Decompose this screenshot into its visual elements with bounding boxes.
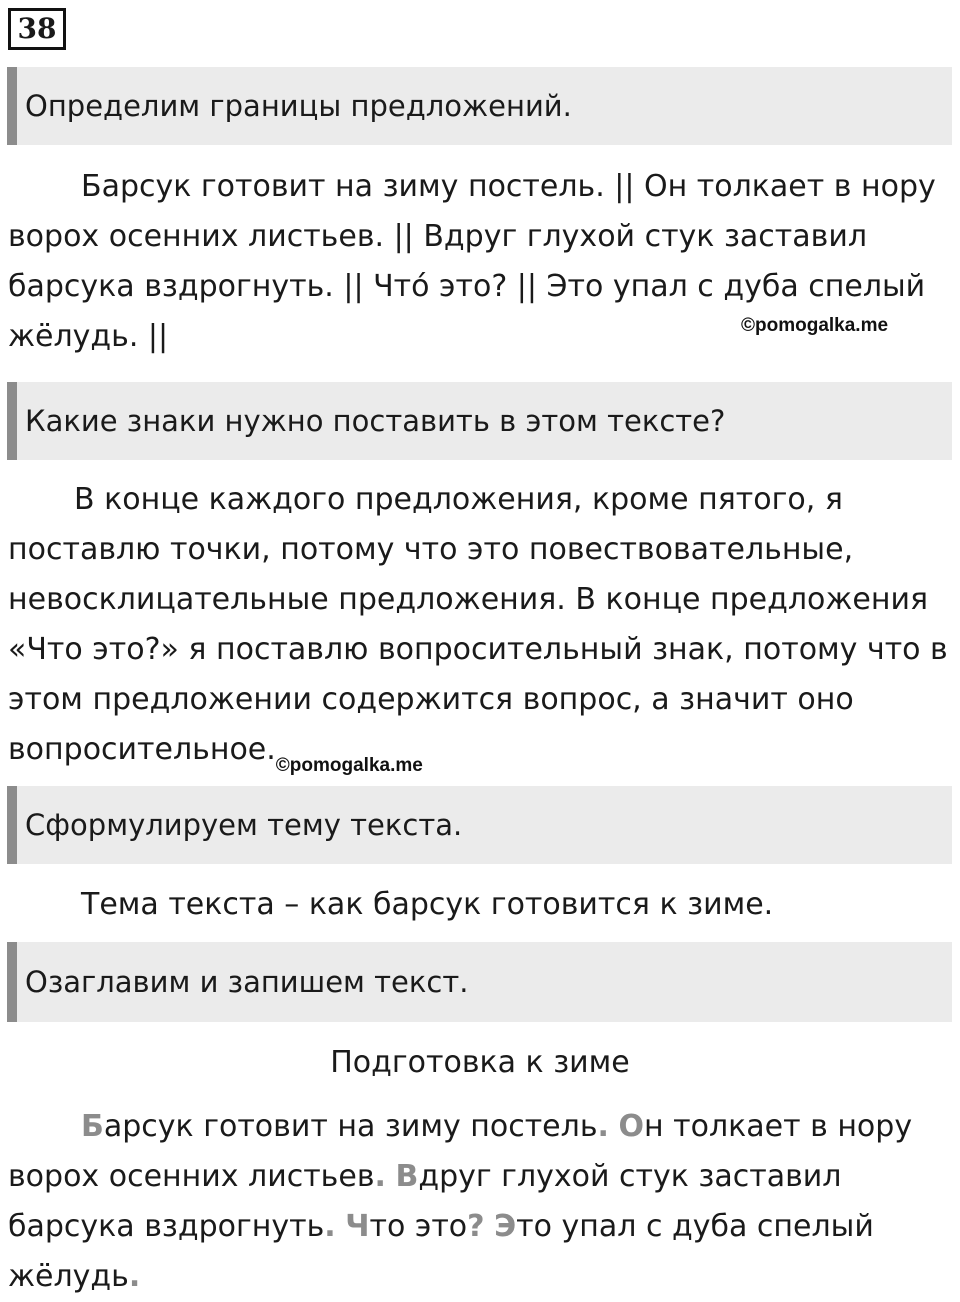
- boundaries-paragraph: [8, 162, 948, 362]
- highlight-letter: Б: [81, 1109, 104, 1144]
- text-line: этом предложении содержится вопрос, а значит оно: [8, 682, 854, 717]
- final-text-paragraph: [8, 1102, 948, 1302]
- highlight-letter: В: [395, 1159, 419, 1194]
- text-segment: барсука вздрогнуть: [8, 1209, 325, 1244]
- section-heading-title: [7, 942, 952, 1022]
- final-text-title: Подготовка к зиме: [330, 1045, 630, 1080]
- highlight-punct: .: [128, 1259, 141, 1294]
- text-line: [8, 1152, 948, 1202]
- text-line: невосклицательные предложения. В конце предложения: [8, 582, 929, 617]
- task-number: 38: [8, 8, 66, 50]
- text-line: [8, 1252, 948, 1302]
- text-segment: арсук готовит на зиму постель: [103, 1109, 598, 1144]
- text-segment: то упал с дуба спелый: [516, 1209, 874, 1244]
- text-line: [8, 725, 948, 779]
- text-segment: то это: [369, 1209, 468, 1244]
- highlight-punct: .: [324, 1209, 336, 1244]
- text-line: Барсук готовит на зиму постель. || Он толкает в нору: [81, 169, 936, 204]
- text-line: В конце каждого предложения, кроме пятого, я: [74, 482, 843, 517]
- highlight-letter: Ч: [345, 1209, 370, 1244]
- text-segment: н толкает в нору: [643, 1109, 913, 1144]
- text-line: Тема текста – как барсук готовится к зиме.: [81, 887, 774, 922]
- highlight-punct: ?: [467, 1209, 485, 1244]
- highlight-letter: Э: [494, 1209, 517, 1244]
- text-line: [8, 1202, 948, 1252]
- text-line: барсука вздрогнуть. || Что́ это? || Это упал с дуба спелый: [8, 269, 926, 304]
- text-line: ворох осенних листьев. || Вдруг глухой стук заставил: [8, 219, 867, 254]
- signs-paragraph: [8, 475, 948, 779]
- text-segment: жёлудь. ||: [8, 319, 169, 354]
- highlight-punct: .: [597, 1109, 609, 1144]
- text-segment: ворох осенних листьев: [8, 1159, 375, 1194]
- heading-text: Какие знаки нужно поставить в этом тексте?: [25, 404, 726, 438]
- watermark: ©pomogalka.me: [741, 315, 889, 336]
- text-line: поставлю точки, потому что это повествовательные,: [8, 532, 854, 567]
- highlight-letter: О: [618, 1109, 644, 1144]
- section-heading-signs: [7, 382, 952, 460]
- heading-text: Определим границы предложений.: [25, 89, 572, 123]
- heading-text: Сформулируем тему текста.: [25, 808, 463, 842]
- text-segment: [336, 1209, 346, 1244]
- text-segment: жёлудь: [8, 1259, 129, 1294]
- highlight-punct: .: [374, 1159, 386, 1194]
- heading-text: Озаглавим и запишем текст.: [25, 965, 469, 999]
- text-segment: друг глухой стук заставил: [418, 1159, 842, 1194]
- text-line: [8, 1102, 948, 1152]
- section-heading-theme: [7, 786, 952, 864]
- section-heading-boundaries: [7, 67, 952, 145]
- text-line: «Что это?» я поставлю вопросительный знак, потому что в: [8, 632, 948, 667]
- text-segment: [485, 1209, 495, 1244]
- text-segment: вопросительное.: [8, 732, 276, 767]
- theme-paragraph: [8, 880, 948, 930]
- text-line: [8, 312, 948, 362]
- watermark: ©pomogalka.me: [275, 755, 423, 776]
